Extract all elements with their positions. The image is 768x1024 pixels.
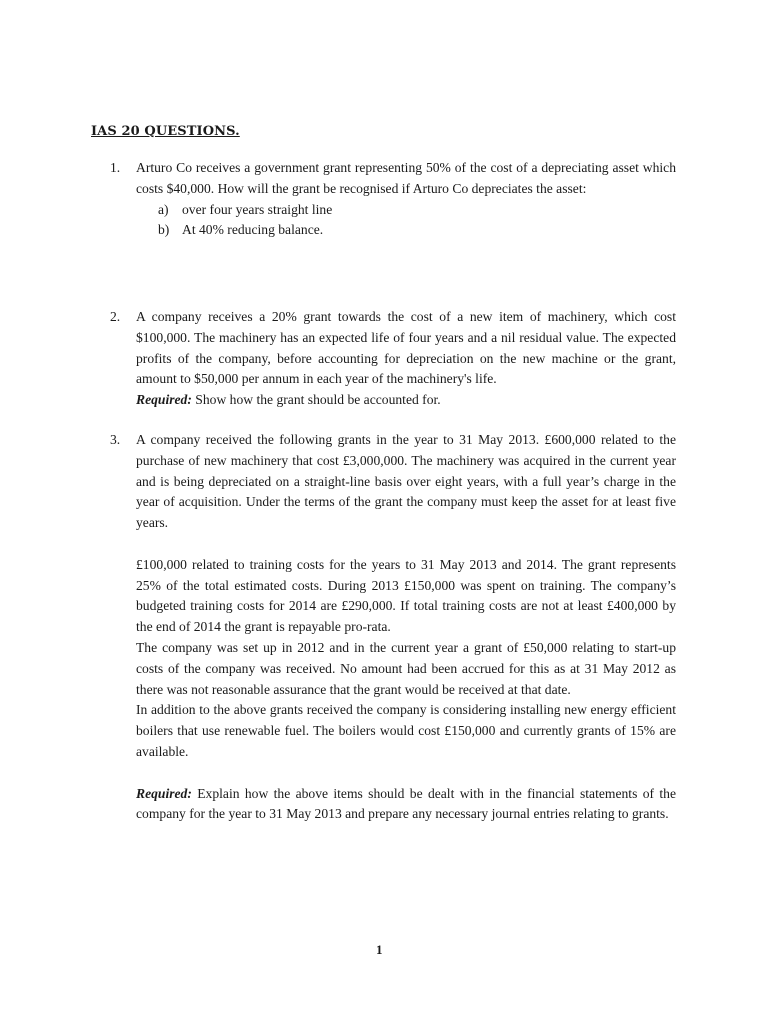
required-label: Required:: [136, 392, 192, 408]
sub-list: [158, 200, 676, 242]
list-item-text: At 40% reducing balance.: [182, 222, 324, 238]
list-item: [158, 200, 676, 221]
paragraph: In addition to the above grants received the company is considering installing new energy efficient boilers that use renewable fuel. The boilers would cost £150,000 and currently grants of 15% are available.: [136, 702, 676, 759]
question-number: 1.: [110, 160, 121, 175]
question-3: [110, 430, 676, 825]
paragraph: £100,000 related to training costs for the years to 31 May 2013 and 2014. The grant represents 25% of the total estimated costs. During 2013 £150,000 was spent on training. The company’s budgeted training costs for 2014 are £290,000. If total training costs are not at least £400,000 by the end of 2014 the grant is repayable pro-rata.: [136, 556, 676, 635]
list-item-label: a): [158, 201, 169, 217]
question-text: A company receives a 20% grant towards the cost of a new item of machinery, which cost $100,000. The machinery has an expected life of four years and a nil residual value. The expected profits of the company, before accounting for depreciation on the new machine or the grant, amount to $50,000 per annum in each year of the machinery's life.: [136, 309, 676, 387]
page-number: 1: [376, 942, 383, 957]
page-title: IAS 20 QUESTIONS.: [91, 124, 240, 139]
required-text: Explain how the above items should be dealt with in the financial statements of the company for the year to 31 May 2013 and prepare any necessary journal entries relating to grants.: [136, 785, 676, 822]
question-1: [110, 158, 676, 241]
required-text: Show how the grant should be accounted for.: [191, 392, 441, 408]
list-item-label: b): [158, 222, 170, 238]
question-text: Arturo Co receives a government grant representing 50% of the cost of a depreciating asset which costs $40,000. How will the grant be recognised if Arturo Co depreciates the asset:: [136, 160, 676, 196]
list-item-text: over four years straight line: [182, 201, 333, 217]
required-label: Required:: [136, 785, 192, 801]
paragraph: A company received the following grants in the year to 31 May 2013. £600,000 related to the purchase of new machinery that cost £3,000,000. The machinery was acquired in the current year and is being depreciated on a straight-line basis over eight years, with a full year’s charge in the year of acquisition. Under the terms of the grant the company must keep the asset for at least five years.: [136, 432, 676, 531]
question-number: 2.: [110, 309, 121, 324]
required-line: [136, 784, 676, 826]
list-item: [158, 220, 676, 241]
question-number: 3.: [110, 432, 121, 447]
required-line: [136, 390, 676, 411]
paragraph: The company was set up in 2012 and in the current year a grant of £50,000 relating to start-up costs of the company was received. No amount had been accrued for this as at 31 May 2012 as there was not reasonable assurance that the grant would be received at that date.: [136, 639, 676, 697]
question-2: [110, 307, 676, 411]
